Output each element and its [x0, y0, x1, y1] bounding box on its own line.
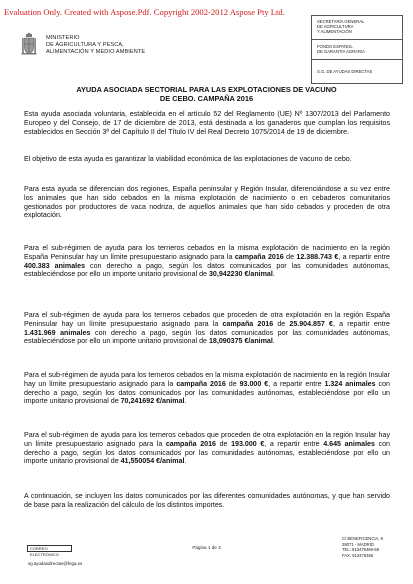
body-paragraph — [24, 492, 390, 510]
address-line: TEL: 913476466-68 — [342, 547, 380, 552]
bold-figure: 30,942230 €/animal — [208, 270, 273, 279]
bold-figure: campaña 2016 — [222, 319, 274, 328]
body-paragraph — [24, 431, 390, 466]
paragraph-text: , a repartir entre — [338, 252, 390, 261]
secretaria-line: DE AGRICULTURA — [317, 24, 354, 29]
paragraph-text: , a repartir entre — [268, 379, 325, 388]
secretaria-cell — [312, 19, 402, 40]
body-paragraph — [24, 371, 390, 406]
paragraph-text: de — [273, 319, 290, 328]
bold-figure: 41,550054 €/animal — [120, 457, 185, 466]
bold-figure: 70,241692 €/animal — [120, 397, 185, 406]
ministry-line: DE AGRICULTURA Y PESCA, — [46, 42, 124, 48]
subdireccion-cell — [312, 63, 402, 77]
paragraph-text: . — [184, 397, 187, 406]
ministry-name — [46, 35, 196, 56]
title-line: AYUDA ASOCIADA SECTORIAL PARA LAS EXPLOTACIONES DE VACUNO — [76, 85, 337, 94]
secretaria-line: SECRETARÍA GENERAL — [317, 19, 365, 24]
spanish-coat-of-arms-icon — [21, 32, 37, 58]
paragraph-text: Para el sub-régimen de ayuda para los terneros cebados en la misma explotación de nacimiento en la región Insular hay un límite presupuestario asignado para la — [24, 371, 390, 388]
secretaria-line: Y ALIMENTACIÓN — [317, 29, 352, 34]
paragraph-text: El objetivo de esta ayuda es garantizar la viabilidad económica de las explotaciones de vacuno de cebo. — [24, 155, 352, 163]
paragraph-text: . — [272, 270, 275, 279]
paragraph-text: Para el sub-régimen de ayuda para los terneros cebados en la misma explotación de nacimiento en la región España Peninsular hay un límite presupuestario asignado para la — [24, 244, 390, 261]
fondo-line: DE GARANTÍA AGRARIA — [317, 49, 365, 54]
paragraph-text: de — [225, 379, 240, 388]
bold-figure: 93.000 € — [239, 379, 269, 388]
body-paragraph — [24, 244, 390, 279]
paragraph-text: Para el sub-régimen de ayuda para los terneros cebados que proceden de otra explotación en la región Insular hay un límite presupuestario asignado para la — [24, 431, 390, 448]
bold-figure: 193.000 € — [231, 439, 265, 448]
paragraph-text: de — [216, 439, 232, 448]
email-address[interactable]: sg.ayudasdirectas@fega.es — [28, 561, 83, 566]
paragraph-text: con derecho a pago, según los datos comunicados por las comunidades autónomas, estableciéndose por ello un importe unitario provisional de — [24, 261, 390, 279]
document-title — [24, 85, 389, 104]
body-paragraph — [24, 155, 390, 164]
bold-figure: campaña 2016 — [234, 252, 284, 261]
address-line: FAX: 913476465 — [342, 552, 374, 558]
evaluation-watermark: Evaluation Only. Created with Aspose.Pdf. Copyright 2002-2012 Aspose Pty Ltd. — [4, 7, 285, 17]
paragraph-text: , a repartir entre — [332, 319, 390, 328]
bold-figure: 1.324 animales — [324, 379, 376, 388]
paragraph-text: . — [272, 337, 275, 346]
subdireccion-line: S.G. DE AYUDAS DIRECTAS — [317, 69, 373, 74]
paragraph-text: , a repartir entre — [264, 439, 324, 448]
paragraph-text: con derecho a pago, según los datos comunicados por las comunidades autónomas, estableciéndose por ello un importe unitario provisional de — [24, 328, 390, 346]
page-number: Página 1 de 3 — [192, 545, 221, 550]
paragraph-text: con derecho a pago, según los datos comunicados por las comunidades autónomas, estableciéndose por ello un importe unitario provisional de — [24, 379, 390, 406]
bold-figure: 12.388.743 € — [296, 252, 339, 261]
body-paragraph — [24, 110, 390, 136]
paragraph-text: Para el sub-régimen de ayuda para los terneros cebados que proceden de otra explotación en la región España Peninsular hay un límite presupuestario asignado para la — [24, 311, 390, 328]
bold-figure: 4.645 animales — [323, 439, 375, 448]
paragraph-text: de — [283, 252, 297, 261]
bold-figure: campaña 2016 — [165, 439, 216, 448]
address-line: 28071 - MADRID — [342, 541, 374, 547]
email-label-box: CORREO ELECTRÓNICO — [27, 545, 72, 552]
bold-figure: 400.383 animales — [24, 261, 86, 270]
fondo-cell — [312, 41, 402, 60]
bold-figure: 1.431.969 animales — [24, 328, 91, 337]
fondo-line: FONDO ESPAÑOL — [317, 44, 353, 49]
ministry-line: ALIMENTACIÓN Y MEDIO AMBIENTE — [46, 49, 146, 55]
paragraph-text: . — [184, 457, 187, 466]
bold-figure: 18,090375 €/animal — [208, 337, 273, 346]
title-line: DE CEBO. CAMPAÑA 2016 — [159, 94, 254, 104]
bold-figure: campaña 2016 — [176, 379, 226, 388]
paragraph-text: con derecho a pago, según los datos comunicados por las comunidades autónomas, estableciéndose por ello un importe unitario provisional de — [24, 439, 390, 466]
body-paragraph — [24, 311, 390, 346]
paragraph-text: Esta ayuda asociada voluntaria, establecida en el artículo 52 del Reglamento (UE) Nº 1307/2013 del Parlamento Europeo y del Consejo, de 17 de diciembre de 2013, está destinada a los ganaderos que cumplan los requisitos establecidos en Sección 3ª del Capítulo II del Título IV del Real Decreto 1075/2014 de 19 de diciembre. — [24, 110, 390, 136]
paragraph-text: A continuación, se incluyen los datos comunicados por las diferentes comunidades autónomas, y que han servido de base para la realización del cálculo de los distintos importes. — [24, 492, 390, 509]
body-paragraph — [24, 185, 390, 220]
ministry-line: MINISTERIO — [46, 35, 80, 41]
bold-figure: 25.904.857 € — [289, 319, 333, 328]
agency-header-box — [311, 15, 403, 84]
postal-address — [342, 536, 383, 558]
address-line: C/ BENEFICENCIA, 8 — [342, 536, 383, 541]
paragraph-text: Para esta ayuda se diferencian dos regiones, España peninsular y Región Insular, diferenciándose a su vez entre los animales que han sido cebados en la misma explotación de nacimiento o en cebaderos comunitarios gestionados por productores de vaca nodriza, de aquellos animales que han sido cebados y proceden de otra explotación. — [24, 185, 390, 220]
